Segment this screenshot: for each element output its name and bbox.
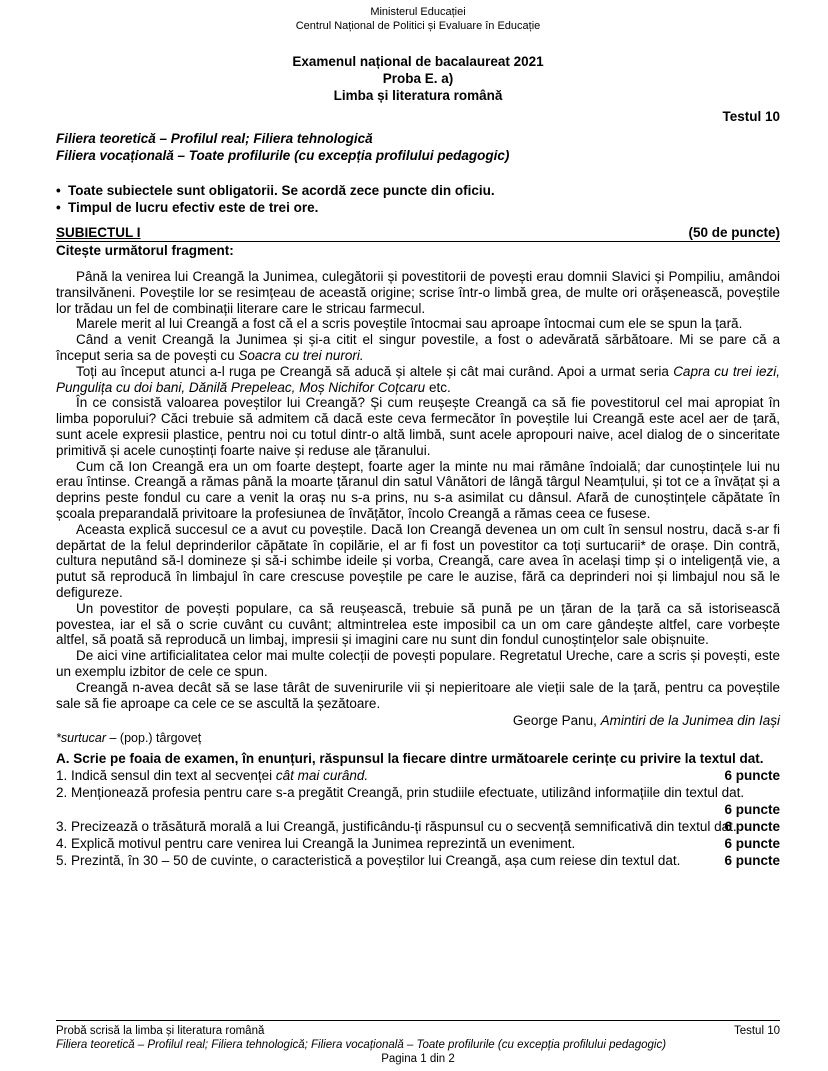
- page-header: [56, 0, 780, 33]
- requirement-points: 6 puncte: [724, 819, 780, 835]
- subject-points: (50 de puncte): [688, 225, 780, 240]
- exam-title: [56, 53, 780, 104]
- paragraph: Cum că Ion Creangă era un om foarte deștept, foarte ager la minte nu mai rămâne îndoială; dar cunoștințele lui nu erau întinse. Creangă a rămas până la moarte țăranul din satul Vânători de lângă târgul Neamțului, și tot ce a învățat și a deprins peste fondul cu care a venit la oraș nu s-a prins, nu s-a asimilat cu dânsul. Afară de cunoștințele căpătate în școala preparandală privitoare la profesiunea de învățător, încolo Creangă a rămas ceea ce fusese.: [56, 458, 780, 521]
- paragraph: Toți au început atunci a-l ruga pe Creangă să aducă și altele și cât mai curând. Apoi a urmat seria Capra cu trei iezi, Pungulița cu doi bani, Dănilă Prepeleac, Moș Nichifor Coțcaru etc.: [56, 363, 781, 395]
- filiera-block: [56, 130, 780, 164]
- rule-item: • Timpul de lucru efectiv este de trei ore.: [56, 200, 319, 215]
- requirement-points: 6 puncte: [724, 802, 780, 818]
- footnote: *surtucar – (pop.) târgoveț: [56, 731, 202, 746]
- page-number: Pagina 1 din 2: [381, 1053, 455, 1065]
- exam-title-line1: Examenul național de bacalaureat 2021: [292, 54, 544, 69]
- rules-list: [56, 182, 780, 216]
- paragraph: Marele merit al lui Creangă a fost că el a scris poveștile întocmai sau aproape întocmai cum ele se spun la țară.: [76, 316, 743, 332]
- exam-title-line2: Proba E. a): [382, 71, 454, 86]
- rule-item: • Toate subiectele sunt obligatorii. Se acordă zece puncte din oficiu.: [56, 183, 495, 198]
- requirement-item: 2. Menționează profesia pentru care s-a pregătit Creangă, prin studiile efectuate, utilizând informațiile din textul dat. 6 puncte: [56, 785, 780, 818]
- subject-instruction: Citește următorul fragment:: [56, 243, 234, 258]
- filiera-line2: Filiera vocațională – Toate profilurile (cu excepția profilului pedagogic): [56, 148, 510, 163]
- requirements-list: [56, 767, 780, 869]
- footer-test: Testul 10: [733, 1025, 780, 1037]
- requirements-title: A. Scrie pe foaia de examen, în enunțuri, răspunsul la fiecare dintre următoarele cerințe cu privire la textul dat.: [56, 751, 764, 767]
- filiera-line1: Filiera teoretică – Profilul real; Filiera tehnologică: [56, 131, 373, 146]
- paragraph: Până la venirea lui Creangă la Junimea, culegătorii și povestitorii de povești erau domnii Slavici și Pompiliu, amândoi transilvăneni. Poveștile lor se resimțeau de această origine; scrise într-o limbă grea, de multe ori orășenească, poveștile lor trădau un fel de combinații literare care le stricau farmecul.: [56, 269, 780, 316]
- ministry-name: Ministerul Educației: [370, 6, 466, 18]
- subject-heading: [56, 224, 780, 241]
- exam-page: [56, 0, 780, 1071]
- paragraph: Aceasta explică succesul ce a avut cu poveștile. Dacă Ion Creangă devenea un om cult în sensul nostru, dacă s-ar fi depărtat de la felul deprinderilor căpătate în copilărie, el ar fi fost un povestitor ca toți surtucarii* de orașe. Din contră, cultura neputând să-l domineze și să-i schimbe ideile și vorba, Creangă, care avea în același timp și o inteligență vie, a putut să reproducă în limbajul în care crescuse poveștile pe care le auzise, fără ca deprinderi noi și limbajul nou să le defigureze.: [56, 521, 780, 600]
- requirement-item: 1. Indică sensul din text al secvenței cât mai curând. 6 puncte: [56, 768, 780, 784]
- footer-filiera: Filiera teoretică – Profilul real; Filiera tehnologică; Filiera vocațională – Toate profilurile (cu excepția profilului pedagogic): [56, 1039, 667, 1051]
- paragraph: Un povestitor de povești populare, ca să reușească, trebuie să pună pe un țăran de la țară ca să istorisească povestea, iar el să o scrie cuvânt cu cuvânt; altmintrelea este imposibil ca un om care gândește altfel, care vorbește altfel, să poată să reproducă un limbaj, impresii și imagini care nu sunt din fondul cunoștințelor sale obișnuite.: [56, 600, 780, 648]
- paragraph: De aici vine artificialitatea celor mai multe colecții de povești populare. Regretatul Ureche, care a scris și povești, este un exemplu izbitor de cele ce spun.: [56, 648, 780, 679]
- page-footer: [56, 1020, 780, 1066]
- requirement-points: 6 puncte: [724, 768, 780, 784]
- requirement-item: 3. Precizează o trăsătură morală a lui Creangă, justificându-ți răspunsul cu o secvență semnificativă din textul dat. 6 puncte: [56, 819, 780, 835]
- requirement-item: 4. Explică motivul pentru care venirea lui Creangă la Junimea reprezintă un eveniment. 6 puncte: [56, 836, 780, 852]
- footer-subject: Probă scrisă la limba și literatura română: [56, 1025, 265, 1037]
- fragment-text: [56, 269, 780, 711]
- paragraph: Creangă n-avea decât să se lase târât de suvenirurile vii și nepieritoare ale vieții sale de la țară, pentru ca poveștile sale să fie aproape ca cele ce se ascultă la șezătoare.: [56, 679, 780, 711]
- requirement-points: 6 puncte: [724, 853, 780, 869]
- requirement-item: 5. Prezintă, în 30 – 50 de cuvinte, o caracteristică a poveștilor lui Creangă, așa cum reiese din textul dat. 6 puncte: [56, 853, 780, 869]
- test-number: Testul 10: [722, 109, 780, 124]
- subject-label: SUBIECTUL I: [56, 225, 141, 240]
- requirement-points: 6 puncte: [724, 836, 780, 852]
- center-name: Centrul Național de Politici și Evaluare în Educație: [295, 20, 541, 32]
- exam-title-line3: Limba și literatura română: [333, 88, 503, 103]
- author-citation: George Panu, Amintiri de la Junimea din Iași: [512, 713, 780, 729]
- paragraph: Când a venit Creangă la Junimea și și-a citit el singur povestile, a fost o adevărată sărbătoare. Mi se pare că a început seria sa de povești cu Soacra cu trei nurori.: [56, 332, 780, 363]
- paragraph: În ce consistă valoarea poveștilor lui Creangă? Și cum reușește Creangă ca să fie povestitorul cel mai apropiat în limba poporului? Căci trebuie să admitem că dacă este ceva fermecător în poveștile lui Creangă este acel aer de țară, sunt acele expresii plastice, pentru noi cu totul dintr-o altă limbă, sunt acele apropouri naive, acel dialog de o sinceritate primitivă și acele cunoștinți foarte naive și reduse ale țăranului.: [56, 395, 780, 458]
